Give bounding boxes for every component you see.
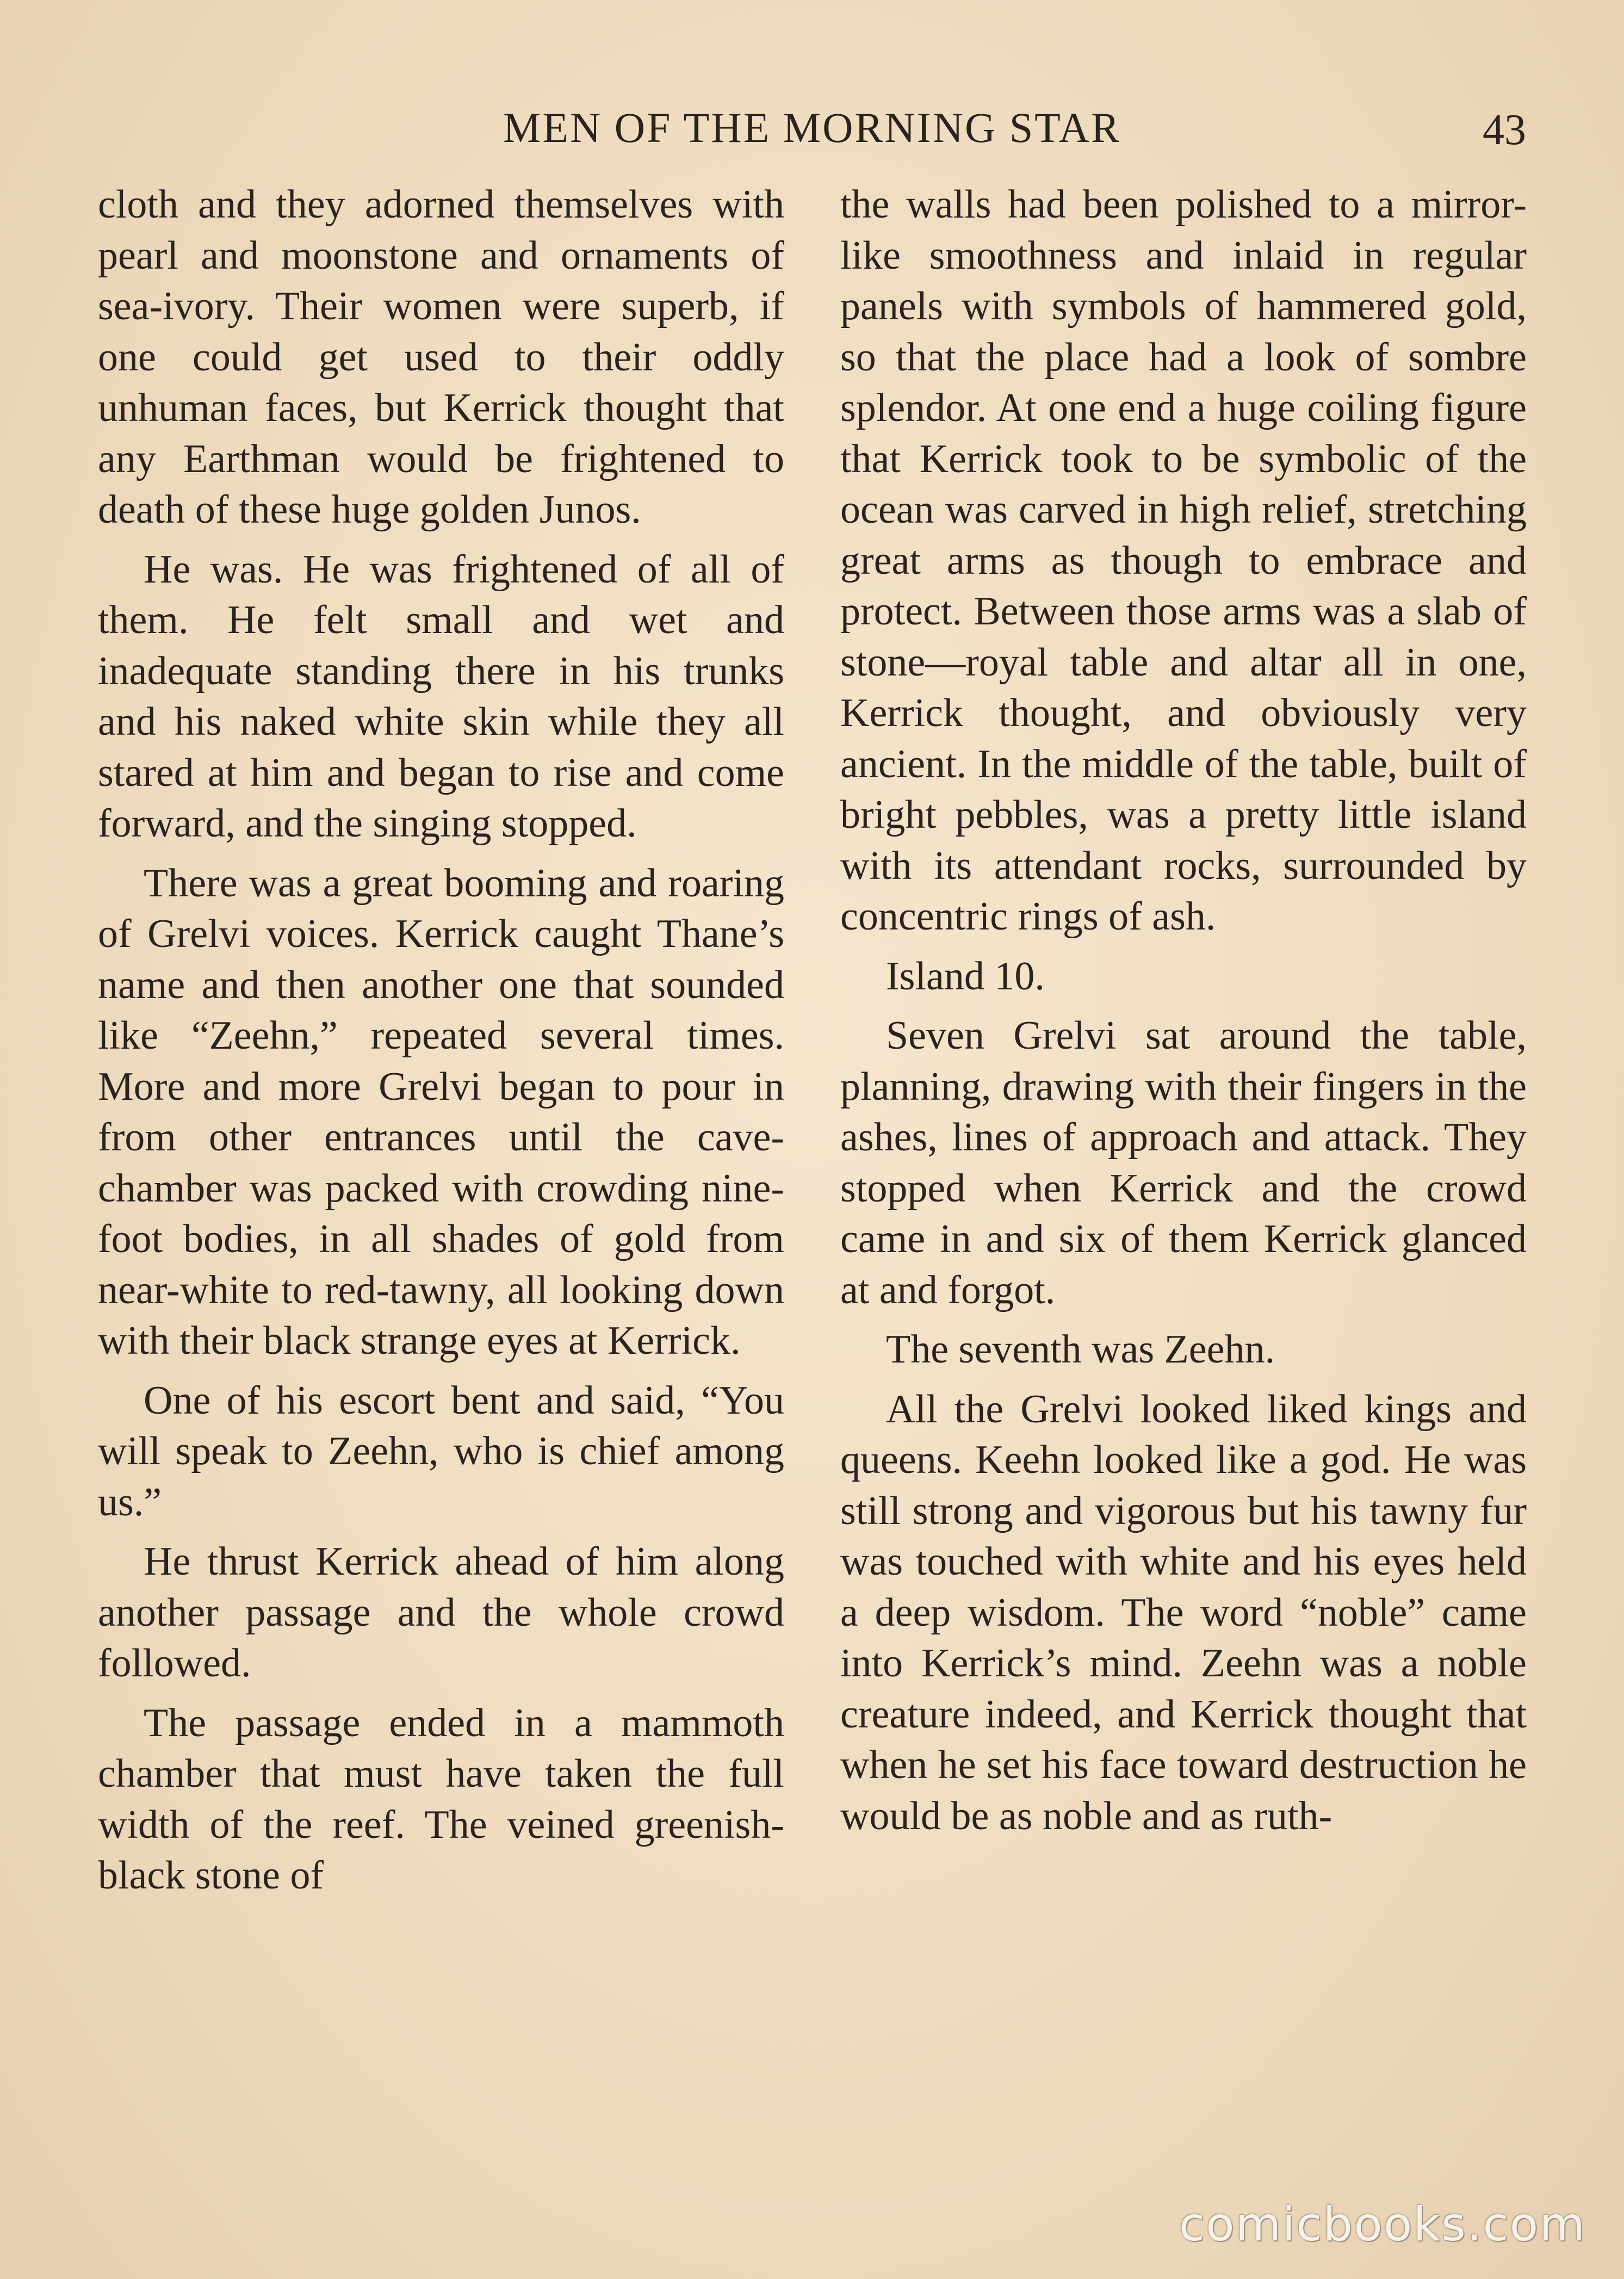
paragraph: the walls had been polished to a mirror-like smoothness and inlaid in regular panels with symbols of hammered gold, so that the place had a look of sombre splendor. At one end a huge coiling figure that Kerrick took to be symbolic of the ocean was carved in high relief, stretching great arms as though to embrace and protect. Between those arms was a slab of stone—royal table and altar all in one, Kerrick thought, and obviously very ancient. In the middle of the table, built of bright pebbles, was a pretty little island with its attendant rocks, surrounded by concentric rings of ash. — [840, 182, 1527, 939]
paragraph: All the Grelvi looked liked kings and queens. Keehn looked like a god. He was still strong and vigorous but his tawny fur was touched with white and his eyes held a deep wisdom. The word “noble” came into Kerrick’s mind. Zeehn was a noble creature indeed, and Kerrick thought that when he set his face toward destruction he would be as noble and as ruth- — [840, 1386, 1527, 1838]
paragraph: There was a great booming and roaring of Grelvi voices. Kerrick caught Thane’s name and then another one that sounded like “Zeehn,” repeated several times. More and more Grelvi began to pour in from other entrances until the cave-chamber was packed with crowding nine-foot bodies, in all shades of gold from near-white to red-tawny, all looking down with their black strange eyes at Kerrick. — [98, 860, 784, 1363]
page-number: 43 — [1483, 106, 1526, 154]
running-head — [98, 98, 1526, 158]
right-column — [840, 179, 1527, 1850]
left-column — [98, 179, 784, 1910]
running-title: MEN OF THE MORNING STAR — [503, 104, 1121, 151]
paragraph: He thrust Kerrick ahead of him along another passage and the whole crowd followed. — [98, 1539, 784, 1686]
paragraph: Seven Grelvi sat around the table, planning, drawing with their fingers in the ashes, lines of approach and attack. They stopped when Kerrick and the crowd came in and six of them Kerrick glanced at and forgot. — [840, 1013, 1527, 1312]
paragraph: One of his escort bent and said, “You will speak to Zeehn, who is chief among us.” — [98, 1378, 784, 1525]
paragraph: Island 10. — [886, 953, 1045, 999]
paragraph: cloth and they adorned themselves with pearl and moonstone and ornaments of sea-ivory. Their women were superb, if one could get used to their oddly unhuman faces, but Kerrick thought that any Earthman would be frightened to death of these huge golden Junos. — [98, 182, 784, 532]
watermark: comicbooks.com — [1179, 2197, 1586, 2252]
paragraph: The seventh was Zeehn. — [886, 1327, 1275, 1372]
paragraph: The passage ended in a mammoth chamber that must have taken the full width of the reef. The veined greenish-black stone of — [98, 1700, 784, 1898]
paragraph: He was. He was frightened of all of them. He felt small and wet and inadequate standing there in his trunks and his naked white skin while they all stared at him and began to rise and come forward, and the singing stopped. — [98, 547, 784, 846]
